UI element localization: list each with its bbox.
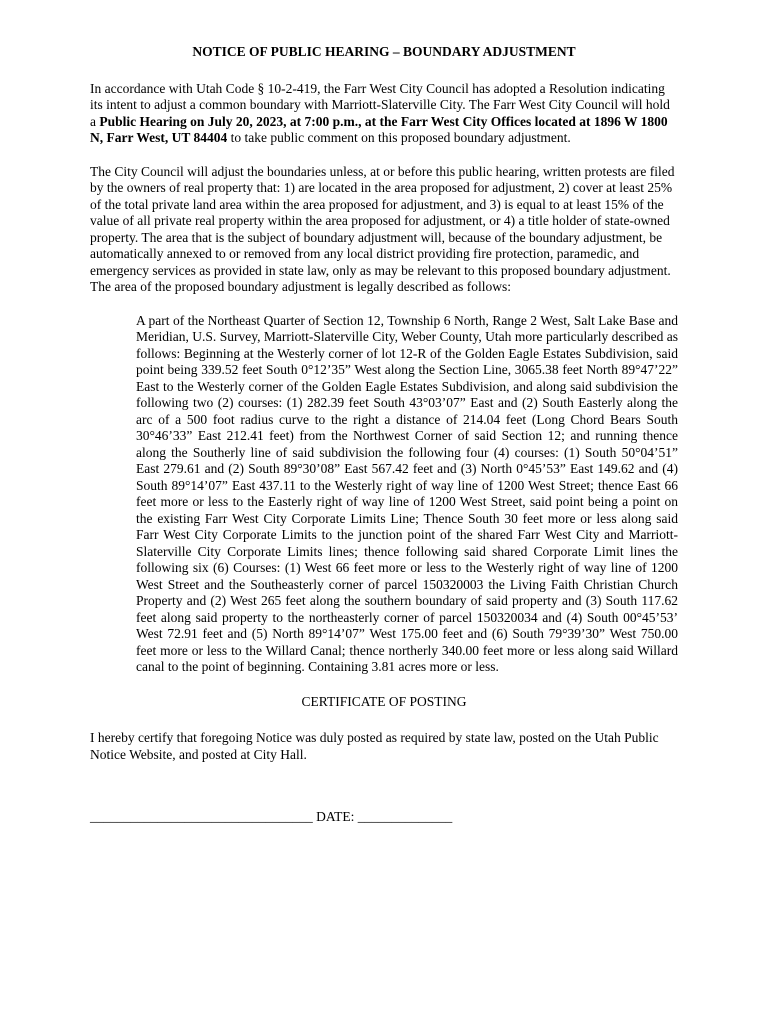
document-page: [90, 44, 678, 826]
legal-description: A part of the Northeast Quarter of Section 12, Township 6 North, Range 2 West, Salt Lake Base and Meridian, U.S. Survey, Marriott-Slaterville City, Weber County, Utah more particularly described as follows: Beginning at the Westerly corner of lot 12-R of the Golden Eagle Estates Subdivision, said point being 339.52 feet South 0°12’35” West along the Section Line, 3065.38 feet North 89°47’22” East to the Westerly corner of the Golden Eagle Estates Subdivision, and along said subdivision the following two (2) courses: (1) 282.39 feet South 43°03’07” East and (2) South Easterly along the arc of a 500 foot radius curve to the right a distance of 214.04 feet (Long Chord Bears South 30°46’33” East 212.41 feet) from the Northwest Corner of said Section 12; and running thence along the Southerly line of said subdivision the following four (4) courses: (1) South 50°04’51” East 279.61 and (2) South 89°30’08” East 567.42 feet and (3) North 0°45’53” East 149.62 and (4) South 89°14’07” East 437.11 to the Westerly right of way line of 1200 West Street; thence East 66 feet more or less to the Easterly right of way line of 1200 West Street, said point being a point on the existing Farr West City Corporate Limits Line; Thence South 30 feet more or less along said Farr West City Corporate Limits to the junction point of the shared Farr West City and Marriott-Slaterville City Corporate Limits lines; thence following said shared Corporate Limit lines the following six (6) Courses: (1) West 66 feet more or less to the Westerly right of way line of 1200 West Street and the Southeasterly corner of parcel 150320003 the Living Faith Christian Church Property and (2) West 265 feet along the southern boundary of said property and (3) South 117.62 feet along said property to the northeasterly corner of parcel 150320034 and (4) South 00°45’53’ West 72.91 feet and (5) North 89°14’07” West 175.00 feet and (6) South 79°39’30” West 750.00 feet more or less to the Willard Canal; thence northerly 340.00 feet more or less along said Willard canal to the point of beginning. Containing 3.81 acres more or less.: [136, 312, 678, 674]
protest-paragraph: The City Council will adjust the boundaries unless, at or before this public hearing, written protests are filed by the owners of real property that: 1) are located in the area proposed for adjustment, 2) cover at least 25% of the total private land area within the area proposed for adjustment, and 3) is equal to at least 15% of the value of all private real property within the area proposed for adjustment, or 4) a title holder of state-owned property. The area that is the subject of boundary adjustment will, because of the boundary adjustment, be automatically annexed to or removed from any local district providing fire protection, paramedic, and emergency services as provided in state law, only as may be relevant to this proposed boundary adjustment. The area of the proposed boundary adjustment is legally described as follows:: [90, 163, 675, 294]
intro-paragraph: [90, 81, 678, 147]
hearing-details: Public Hearing on July 20, 2023, at 7:00 p.m., at the Farr West City Offices located at 1896 W 1800 N, Farr West, UT 84404: [90, 113, 668, 145]
certificate-text: I hereby certify that foregoing Notice was duly posted as required by state law, posted on the Utah Public Notice Website, and posted at City Hall.: [90, 730, 659, 762]
notice-title: NOTICE OF PUBLIC HEARING – BOUNDARY ADJUSTMENT: [192, 44, 576, 59]
signature-date-line: _________________________________ DATE: ______________: [90, 809, 453, 824]
certificate-title: CERTIFICATE OF POSTING: [301, 693, 467, 709]
intro-lead-text: In accordance with Utah Code § 10-2-419, the Farr West City Council has adopted a Resolution indicating its intent to adjust a common boundary with Marriott-Slaterville City. The Farr West City Council will hold a: [90, 80, 670, 129]
intro-tail-text: to take public comment on this proposed boundary adjustment.: [227, 130, 571, 145]
